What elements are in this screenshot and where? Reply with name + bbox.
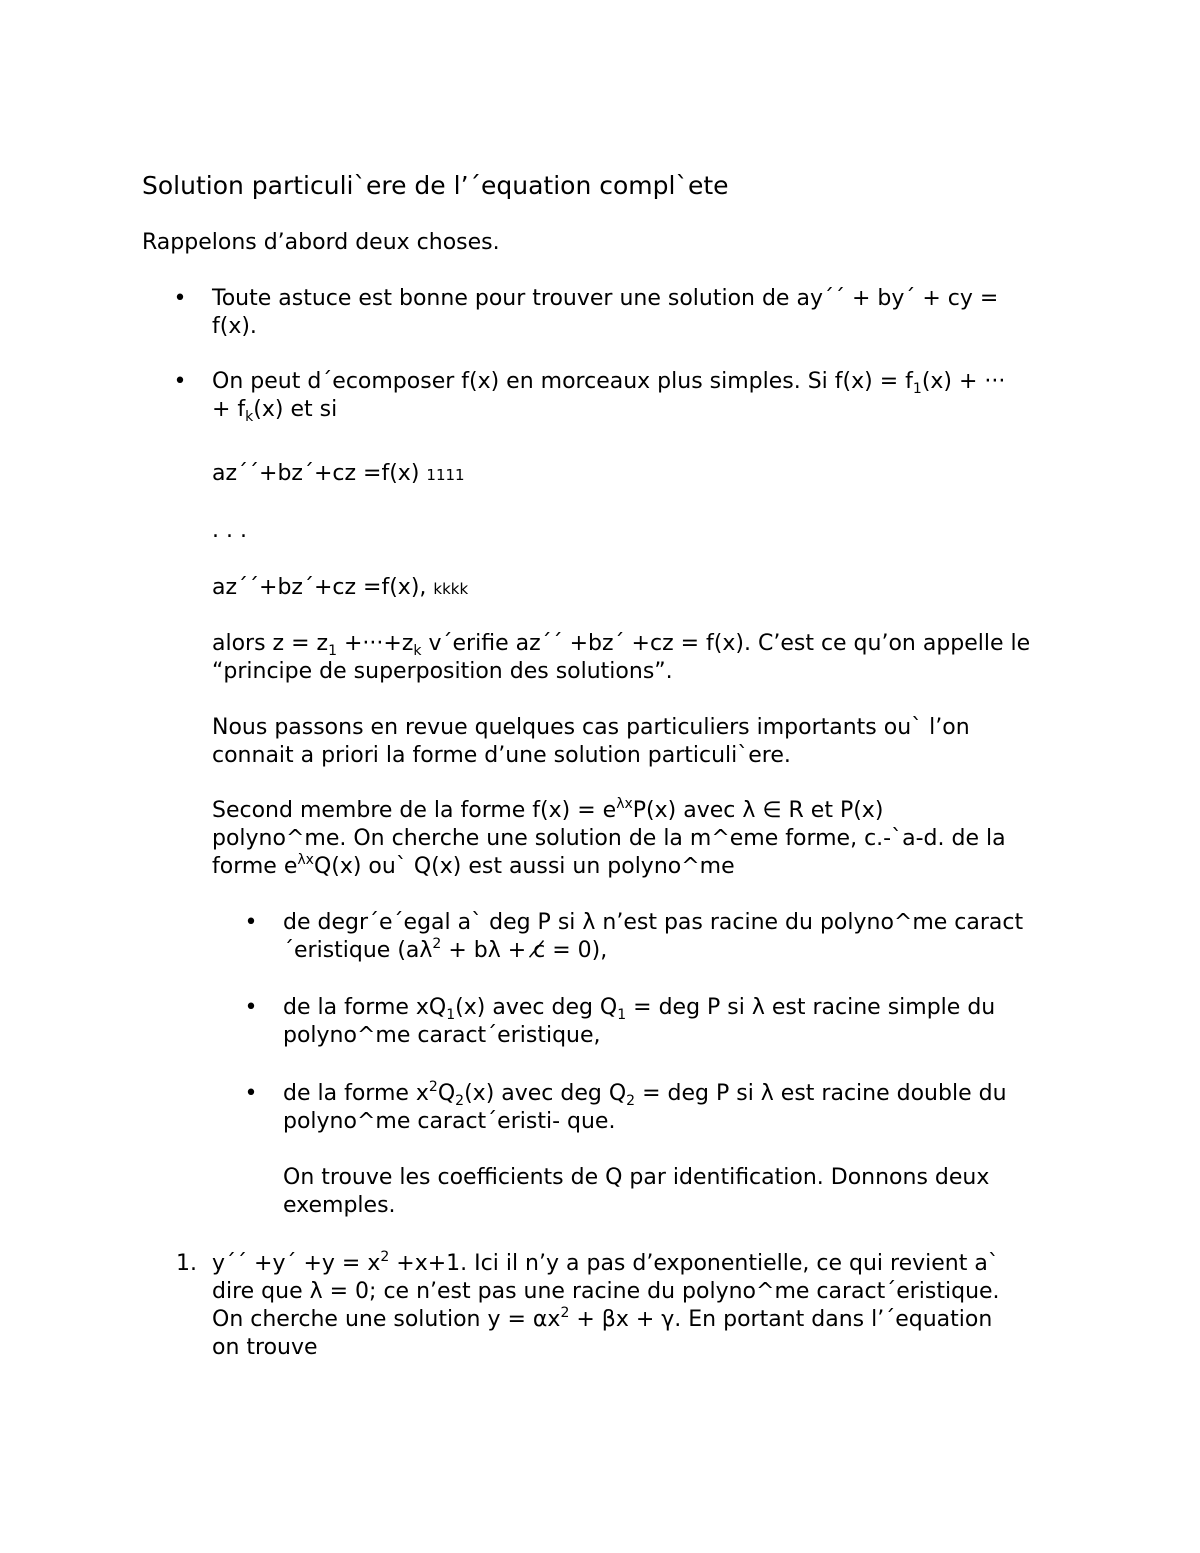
text-line: f(x). [212,314,257,339]
example-1 [212,1250,1000,1362]
text-line: Toute astuce est bonne pour trouver une solution de ay´´ + by´ + cy = [212,286,999,311]
text-line: “principe de superposition des solutions”. [212,659,673,684]
bullet-marker: • [244,910,258,935]
text-line: de la forme $x^2Q_2(x)$ avec deg $Q_2$ = deg P si λ est racine double du [283,1079,1007,1109]
text-line: Nous passons en revue quelques cas particuliers importants ou` l’on [212,715,970,740]
text-line: alors $z = z_1 +\cdot\cdot\cdot+z_k$ v´erifie az´´ +bz´ +cz = f(x). C’est ce qu’on appelle le [212,631,1031,659]
bullet-text-1 [212,285,998,341]
text-line: dire que λ = 0; ce n’est pas une racine du polyno^me caract´eristique. [212,1279,1000,1304]
equation-k: az´´+bz´+cz =f(x), kkkk [212,575,469,600]
identification-paragraph [283,1164,989,1220]
text-line: On cherche une solution $y = \alpha x^2 + \beta x + \gamma$. En portant dans l’´equation [212,1305,993,1332]
equation-dots: . . . [212,518,247,543]
text-line: forme $e^{\lambda x}Q(x)$ ou` Q(x) est aussi un polyno^me [212,852,735,879]
text-line: exemples. [283,1193,396,1218]
text-line: y´´ +y´ $+y = x^2 +x+1$. Ici il n’y a pas d’exponentielle, ce qui revient a` [212,1249,999,1276]
second-member-paragraph [212,797,1006,881]
text-line: de degr´e´egal a` deg P si λ n’est pas racine du polyno^me caract [283,910,1024,935]
text-line: On trouve les coefficients de Q par identification. Donnons deux [283,1165,990,1190]
bullet-marker: • [173,369,187,394]
bullet-marker: • [244,1081,258,1106]
section-title: Solution particuli`ere de l’´equation compl`ete [142,171,729,200]
text-line: ´eristique ($a\lambda^2 + b\lambda$ + c̸ = 0), [283,936,608,963]
text-line: de la forme $xQ_1(x)$ avec deg $Q_1$ = deg P si λ est racine simple du [283,995,996,1023]
text-line: On peut d´ecomposer f(x) en morceaux plus simples. Si $f(x) = f_1(x)$ + ··· [212,369,1006,397]
equation-1: az´´+bz´+cz =f(x) 1111 [212,461,465,486]
text-line: on trouve [212,1335,318,1360]
text-line: polyno^me. On cherche une solution de la m^eme forme, c.-`a-d. de la [212,826,1006,851]
sub-bullet-text-1 [283,909,1023,965]
bullet-marker: • [244,995,258,1020]
sub-bullet-text-2 [283,994,995,1050]
text-line: + $f_k(x)$ et si [212,397,338,425]
text-line: connait a priori la forme d’une solution particuli`ere. [212,743,791,768]
bullet-text-2 [212,368,1005,424]
text-line: polyno^me caract´eristi- que. [283,1109,616,1134]
sub-bullet-text-3 [283,1080,1007,1136]
text-line: polyno^me caract´eristique, [283,1023,601,1048]
cases-paragraph [212,714,970,770]
list-number: 1. [176,1251,197,1276]
text-line: Second membre de la forme $f(x) = e^{\lambda x}P(x)$ avec λ ∈ R et P(x) [212,796,884,823]
bullet-marker: • [173,286,187,311]
superposition-paragraph [212,630,1030,686]
intro-text: Rappelons d’abord deux choses. [142,230,500,255]
